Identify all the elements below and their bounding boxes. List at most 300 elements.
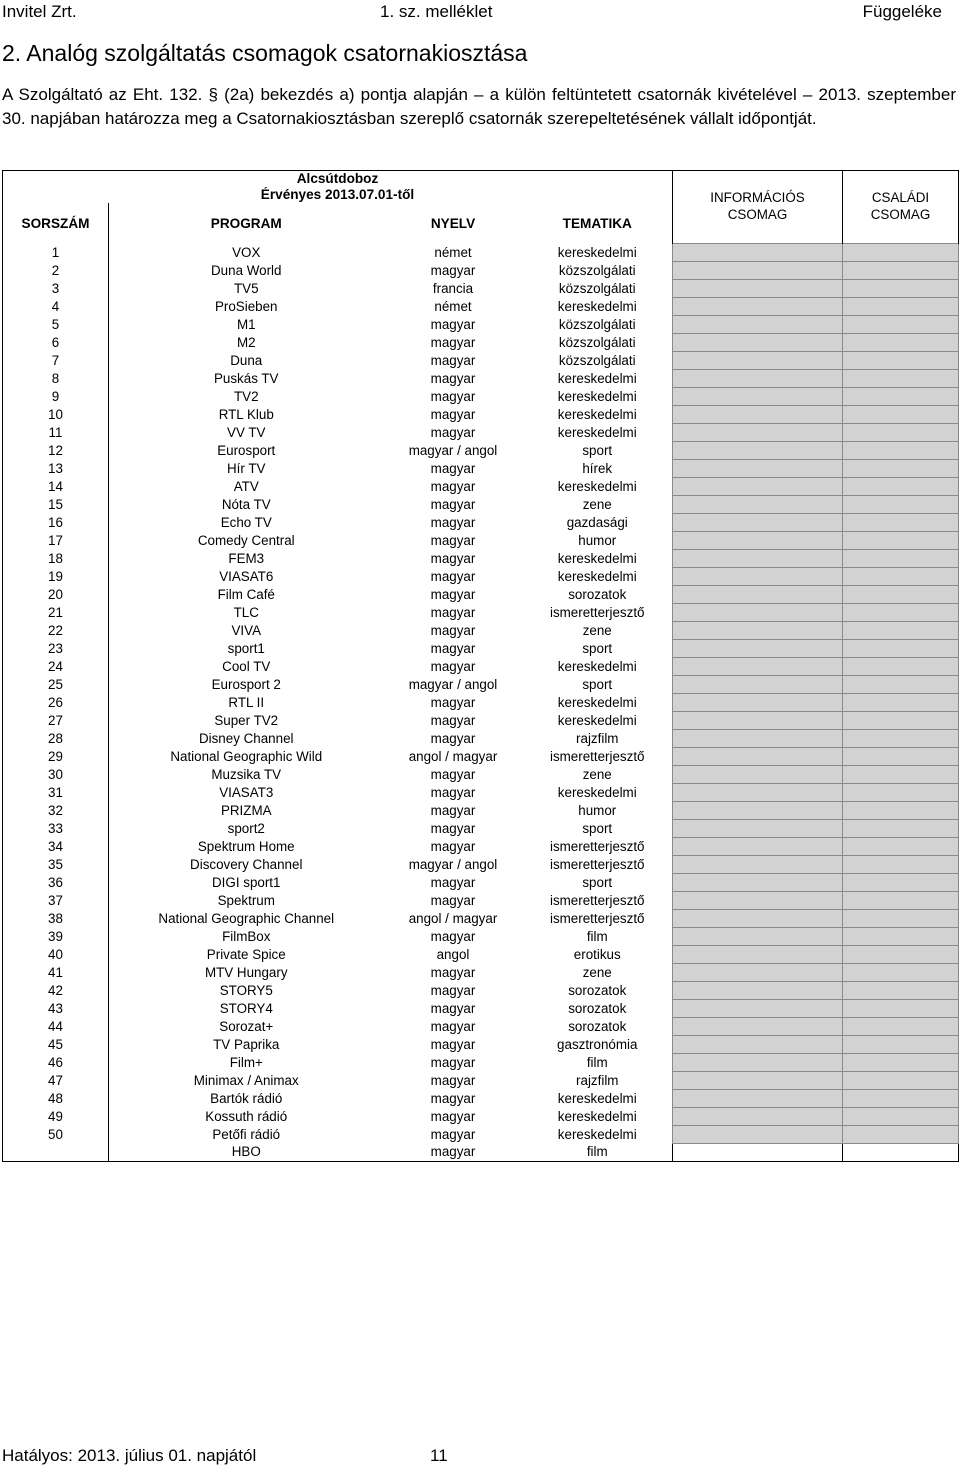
row-theme: zene xyxy=(582,622,612,638)
row-program: Cool TV xyxy=(109,657,384,675)
row-number: 42 xyxy=(3,981,109,999)
row-number: 12 xyxy=(3,441,109,459)
row-language: magyar xyxy=(430,928,476,944)
row-number: 8 xyxy=(3,369,109,387)
row-language: magyar / angol xyxy=(408,442,498,458)
table-row xyxy=(3,441,959,459)
info-package-cell xyxy=(673,801,843,819)
row-language: magyar xyxy=(430,1090,476,1106)
table-row xyxy=(3,1017,959,1035)
row-number: 27 xyxy=(3,711,109,729)
family-package-cell xyxy=(843,675,959,693)
family-package-cell xyxy=(843,729,959,747)
table-row xyxy=(3,261,959,279)
table-row xyxy=(3,981,959,999)
row-number: 24 xyxy=(3,657,109,675)
row-theme: közszolgálati xyxy=(558,280,636,296)
family-package-cell xyxy=(843,585,959,603)
table-row xyxy=(3,621,959,639)
info-package-cell xyxy=(673,855,843,873)
row-program: FEM3 xyxy=(109,549,384,567)
row-program: RTL Klub xyxy=(109,405,384,423)
info-package-cell xyxy=(673,531,843,549)
row-language: magyar xyxy=(430,784,476,800)
row-language: magyar xyxy=(430,820,476,836)
row-program: HBO xyxy=(109,1143,384,1161)
table-row xyxy=(3,675,959,693)
row-theme: zene xyxy=(582,496,612,512)
row-program: National Geographic Channel xyxy=(109,909,384,927)
row-number: 33 xyxy=(3,819,109,837)
table-row xyxy=(3,459,959,477)
row-language: magyar xyxy=(430,352,476,368)
info-package-cell xyxy=(673,981,843,999)
footer-effective-date: Hatályos: 2013. július 01. napjától xyxy=(2,1446,257,1465)
row-program: TLC xyxy=(109,603,384,621)
row-language: magyar xyxy=(430,838,476,854)
row-number: 13 xyxy=(3,459,109,477)
table-row xyxy=(3,1071,959,1089)
row-number: 11 xyxy=(3,423,109,441)
row-language: magyar xyxy=(430,694,476,710)
family-package-cell xyxy=(843,783,959,801)
family-package-cell xyxy=(843,927,959,945)
row-theme: kereskedelmi xyxy=(557,658,637,674)
row-language: magyar xyxy=(430,1108,476,1124)
family-package-cell xyxy=(843,405,959,423)
row-program: sport2 xyxy=(109,819,384,837)
row-theme: ismeretterjesztő xyxy=(549,748,645,764)
family-package-cell xyxy=(843,279,959,297)
row-number: 41 xyxy=(3,963,109,981)
row-theme: sport xyxy=(582,640,613,656)
family-package-cell xyxy=(843,711,959,729)
family-package-cell xyxy=(843,981,959,999)
row-theme: film xyxy=(523,1143,673,1161)
header-annex: 1. sz. melléklet xyxy=(380,2,493,21)
table-row xyxy=(3,531,959,549)
info-package-cell xyxy=(673,1107,843,1125)
program-column-header: PROGRAM xyxy=(109,203,384,243)
family-package-cell xyxy=(843,1125,959,1143)
row-number: 45 xyxy=(3,1035,109,1053)
row-number: 22 xyxy=(3,621,109,639)
row-language: magyar xyxy=(430,1018,476,1034)
row-program: Kossuth rádió xyxy=(109,1107,384,1125)
row-program: M1 xyxy=(109,315,384,333)
info-package-cell xyxy=(673,387,843,405)
family-package-cell xyxy=(843,1053,959,1071)
row-program: Spektrum Home xyxy=(109,837,384,855)
row-program: Muzsika TV xyxy=(109,765,384,783)
info-package-header-line1: INFORMÁCIÓS xyxy=(710,190,805,205)
table-row xyxy=(3,1089,959,1107)
family-package-cell xyxy=(843,261,959,279)
info-package-header-line2: CSOMAG xyxy=(727,207,788,222)
info-package-cell xyxy=(673,657,843,675)
row-program: VIVA xyxy=(109,621,384,639)
family-package-cell xyxy=(843,891,959,909)
row-language: magyar xyxy=(430,1000,476,1016)
table-row xyxy=(3,567,959,585)
row-program: Film Café xyxy=(109,585,384,603)
row-program: Bartók rádió xyxy=(109,1089,384,1107)
row-language: magyar xyxy=(430,514,476,530)
info-package-cell xyxy=(673,423,843,441)
table-row xyxy=(3,963,959,981)
table-row xyxy=(3,297,959,315)
family-package-cell xyxy=(843,513,959,531)
row-program: Puskás TV xyxy=(109,369,384,387)
row-language: magyar xyxy=(430,802,476,818)
family-package-cell xyxy=(843,423,959,441)
info-package-cell xyxy=(673,1053,843,1071)
row-language: magyar xyxy=(430,388,476,404)
language-column-header: NYELV xyxy=(430,215,476,231)
info-package-cell xyxy=(673,1125,843,1143)
row-language: magyar xyxy=(430,334,476,350)
table-row xyxy=(3,729,959,747)
table-row xyxy=(3,279,959,297)
row-number: 9 xyxy=(3,387,109,405)
row-program: TV2 xyxy=(109,387,384,405)
row-language: magyar / angol xyxy=(408,676,498,692)
info-package-cell xyxy=(673,567,843,585)
row-language: magyar xyxy=(430,586,476,602)
row-number: 25 xyxy=(3,675,109,693)
table-row xyxy=(3,1053,959,1071)
family-package-cell xyxy=(843,963,959,981)
row-language: magyar xyxy=(430,496,476,512)
info-package-cell xyxy=(673,711,843,729)
row-number: 7 xyxy=(3,351,109,369)
row-theme: kereskedelmi xyxy=(557,712,637,728)
table-row xyxy=(3,873,959,891)
table-row xyxy=(3,855,959,873)
table-row xyxy=(3,693,959,711)
row-language: magyar xyxy=(430,1072,476,1088)
row-program: TV Paprika xyxy=(109,1035,384,1053)
info-package-cell xyxy=(673,639,843,657)
row-program: PRIZMA xyxy=(109,801,384,819)
row-language: magyar xyxy=(430,550,476,566)
row-theme: kereskedelmi xyxy=(557,1126,637,1142)
row-language: német xyxy=(434,298,472,314)
info-package-cell xyxy=(673,783,843,801)
table-row xyxy=(3,603,959,621)
channel-table xyxy=(2,170,959,1162)
info-package-cell xyxy=(673,279,843,297)
info-package-cell xyxy=(673,315,843,333)
info-package-cell xyxy=(673,927,843,945)
table-row xyxy=(3,801,959,819)
row-theme: közszolgálati xyxy=(558,352,636,368)
row-theme: zene xyxy=(582,766,612,782)
row-number: 31 xyxy=(3,783,109,801)
info-package-cell xyxy=(673,243,843,261)
row-program: VOX xyxy=(109,243,384,261)
row-language: magyar xyxy=(430,262,476,278)
theme-column-header: TEMATIKA xyxy=(562,215,632,231)
table-row xyxy=(3,315,959,333)
family-package-cell xyxy=(843,459,959,477)
family-package-cell xyxy=(843,567,959,585)
family-package-cell xyxy=(843,495,959,513)
info-package-cell xyxy=(673,909,843,927)
row-number: 5 xyxy=(3,315,109,333)
table-location: Alcsútdoboz xyxy=(3,171,673,188)
row-language: magyar xyxy=(430,532,476,548)
row-program: DIGI sport1 xyxy=(109,873,384,891)
row-theme: kereskedelmi xyxy=(557,478,637,494)
family-package-header-line2: CSOMAG xyxy=(870,207,931,222)
intro-paragraph: A Szolgáltató az Eht. 132. § (2a) bekezdés a) pontja alapján – a külön feltüntetett csatornák kivételével – 2013. szeptember 30. napjában határozza meg a Csatornakiosztásban szereplő csatornák szerepeltetésének vállalt időpontját. xyxy=(2,85,956,128)
row-theme: sorozatok xyxy=(568,586,627,602)
info-package-cell xyxy=(673,405,843,423)
row-language: magyar xyxy=(430,964,476,980)
info-package-cell xyxy=(673,1089,843,1107)
family-package-cell xyxy=(843,999,959,1017)
row-language: francia xyxy=(432,280,474,296)
row-language: magyar xyxy=(430,766,476,782)
table-row xyxy=(3,1143,959,1161)
row-number: 36 xyxy=(3,873,109,891)
row-theme: kereskedelmi xyxy=(557,694,637,710)
family-package-cell xyxy=(843,693,959,711)
row-program: sport1 xyxy=(109,639,384,657)
family-package-cell xyxy=(843,333,959,351)
info-package-cell xyxy=(673,693,843,711)
row-theme: ismeretterjesztő xyxy=(549,910,645,926)
row-program: Super TV2 xyxy=(109,711,384,729)
row-language: magyar xyxy=(430,604,476,620)
row-theme: ismeretterjesztő xyxy=(549,838,645,854)
row-number: 16 xyxy=(3,513,109,531)
info-package-cell xyxy=(673,1017,843,1035)
row-number: 21 xyxy=(3,603,109,621)
row-number: 34 xyxy=(3,837,109,855)
row-language: magyar xyxy=(430,1126,476,1142)
row-theme: film xyxy=(586,928,608,944)
row-program: Eurosport xyxy=(109,441,384,459)
row-number: 39 xyxy=(3,927,109,945)
row-theme: kereskedelmi xyxy=(557,568,637,584)
table-row xyxy=(3,747,959,765)
section-title: 2. Analóg szolgáltatás csomagok csatornakiosztása xyxy=(2,40,528,66)
row-number: 14 xyxy=(3,477,109,495)
row-number: 32 xyxy=(3,801,109,819)
info-package-cell xyxy=(673,819,843,837)
row-language: magyar xyxy=(430,640,476,656)
row-program: Minimax / Animax xyxy=(109,1071,384,1089)
family-package-cell xyxy=(843,315,959,333)
row-theme: ismeretterjesztő xyxy=(549,604,645,620)
info-package-cell xyxy=(673,891,843,909)
family-package-header xyxy=(843,187,959,243)
family-package-cell xyxy=(843,819,959,837)
row-language: magyar xyxy=(430,316,476,332)
row-program: M2 xyxy=(109,333,384,351)
row-number: 1 xyxy=(3,243,109,261)
row-number: 17 xyxy=(3,531,109,549)
info-package-cell xyxy=(673,261,843,279)
row-program: Sorozat+ xyxy=(109,1017,384,1035)
info-package-cell xyxy=(673,999,843,1017)
row-theme: rajzfilm xyxy=(576,1072,619,1088)
row-language: magyar xyxy=(430,424,476,440)
family-package-cell xyxy=(843,1035,959,1053)
table-validity: Érvényes 2013.07.01-től xyxy=(3,187,673,203)
row-program: Duna World xyxy=(109,261,384,279)
row-program: ATV xyxy=(109,477,384,495)
row-program: Duna xyxy=(109,351,384,369)
family-package-cell xyxy=(843,855,959,873)
row-number: 47 xyxy=(3,1071,109,1089)
table-row xyxy=(3,387,959,405)
family-package-cell xyxy=(843,549,959,567)
row-number: 29 xyxy=(3,747,109,765)
row-program: Echo TV xyxy=(109,513,384,531)
row-number: 23 xyxy=(3,639,109,657)
row-language: magyar / angol xyxy=(408,856,498,872)
row-program: Discovery Channel xyxy=(109,855,384,873)
info-package-cell xyxy=(673,765,843,783)
row-language: angol / magyar xyxy=(408,910,498,926)
info-package-cell xyxy=(673,495,843,513)
info-package-cell xyxy=(673,837,843,855)
row-program: Eurosport 2 xyxy=(109,675,384,693)
row-theme: sport xyxy=(582,442,613,458)
row-theme: sport xyxy=(582,820,613,836)
family-package-cell xyxy=(843,837,959,855)
row-theme: sorozatok xyxy=(568,1018,627,1034)
info-package-cell xyxy=(673,513,843,531)
channel-rows xyxy=(3,243,959,1161)
row-number: 3 xyxy=(3,279,109,297)
row-theme: sport xyxy=(582,676,613,692)
info-package-cell xyxy=(673,585,843,603)
family-package-cell xyxy=(843,909,959,927)
table-row xyxy=(3,513,959,531)
family-package-cell xyxy=(843,801,959,819)
family-package-cell xyxy=(843,369,959,387)
row-theme: kereskedelmi xyxy=(557,406,637,422)
family-package-cell xyxy=(843,477,959,495)
family-package-cell xyxy=(843,1071,959,1089)
row-theme: kereskedelmi xyxy=(557,1108,637,1124)
info-package-cell xyxy=(673,729,843,747)
row-number: 48 xyxy=(3,1089,109,1107)
row-number: 28 xyxy=(3,729,109,747)
table-row xyxy=(3,891,959,909)
row-number: 10 xyxy=(3,405,109,423)
row-program: VIASAT6 xyxy=(109,567,384,585)
row-theme: sorozatok xyxy=(568,1000,627,1016)
row-program: VV TV xyxy=(109,423,384,441)
row-language: magyar xyxy=(430,370,476,386)
row-theme: zene xyxy=(582,964,612,980)
family-package-cell xyxy=(843,603,959,621)
row-theme: humor xyxy=(578,802,617,818)
row-theme: erotikus xyxy=(573,946,621,962)
family-package-cell xyxy=(843,765,959,783)
family-package-header-line1: CSALÁDI xyxy=(871,190,930,205)
table-row xyxy=(3,639,959,657)
family-package-cell xyxy=(843,351,959,369)
row-theme: kereskedelmi xyxy=(557,388,637,404)
info-package-cell xyxy=(673,873,843,891)
row-language: magyar xyxy=(430,568,476,584)
row-theme: kereskedelmi xyxy=(557,424,637,440)
info-package-cell xyxy=(673,1071,843,1089)
row-theme: közszolgálati xyxy=(558,262,636,278)
row-program: Petőfi rádió xyxy=(109,1125,384,1143)
row-language: magyar xyxy=(430,460,476,476)
row-number: 49 xyxy=(3,1107,109,1125)
row-theme: kereskedelmi xyxy=(557,550,637,566)
family-package-cell xyxy=(843,387,959,405)
row-number: 6 xyxy=(3,333,109,351)
table-row xyxy=(3,711,959,729)
row-program: MTV Hungary xyxy=(109,963,384,981)
table-row xyxy=(3,1125,959,1143)
row-program: Private Spice xyxy=(109,945,384,963)
row-program: Disney Channel xyxy=(109,729,384,747)
row-program: ProSieben xyxy=(109,297,384,315)
table-row xyxy=(3,657,959,675)
info-package-cell xyxy=(673,333,843,351)
table-row xyxy=(3,423,959,441)
row-theme: hírek xyxy=(582,460,613,476)
family-package-cell xyxy=(843,873,959,891)
info-package-cell xyxy=(673,963,843,981)
table-row xyxy=(3,333,959,351)
row-language: magyar xyxy=(430,1054,476,1070)
row-number: 43 xyxy=(3,999,109,1017)
family-package-cell xyxy=(843,243,959,261)
row-program: Film+ xyxy=(109,1053,384,1071)
row-number xyxy=(3,1143,109,1161)
page-number: 11 xyxy=(430,1446,448,1465)
info-package-cell xyxy=(673,459,843,477)
row-program: Comedy Central xyxy=(109,531,384,549)
row-theme: közszolgálati xyxy=(558,334,636,350)
row-theme: közszolgálati xyxy=(558,316,636,332)
table-row xyxy=(3,549,959,567)
row-program: STORY4 xyxy=(109,999,384,1017)
row-program: Hír TV xyxy=(109,459,384,477)
table-row xyxy=(3,585,959,603)
row-program: Spektrum xyxy=(109,891,384,909)
number-column-header: SORSZÁM xyxy=(3,203,109,243)
table-row xyxy=(3,819,959,837)
row-number: 50 xyxy=(3,1125,109,1143)
row-theme: kereskedelmi xyxy=(557,244,637,260)
row-number: 30 xyxy=(3,765,109,783)
family-package-cell xyxy=(843,297,959,315)
family-package-cell xyxy=(843,1107,959,1125)
row-language: angol / magyar xyxy=(408,748,498,764)
table-row xyxy=(3,1035,959,1053)
family-package-cell xyxy=(843,531,959,549)
info-package-cell xyxy=(673,675,843,693)
table-row xyxy=(3,765,959,783)
info-package-header xyxy=(673,187,843,243)
row-program: RTL II xyxy=(109,693,384,711)
family-package-cell xyxy=(843,945,959,963)
row-language: német xyxy=(434,244,472,260)
family-package-cell xyxy=(843,639,959,657)
